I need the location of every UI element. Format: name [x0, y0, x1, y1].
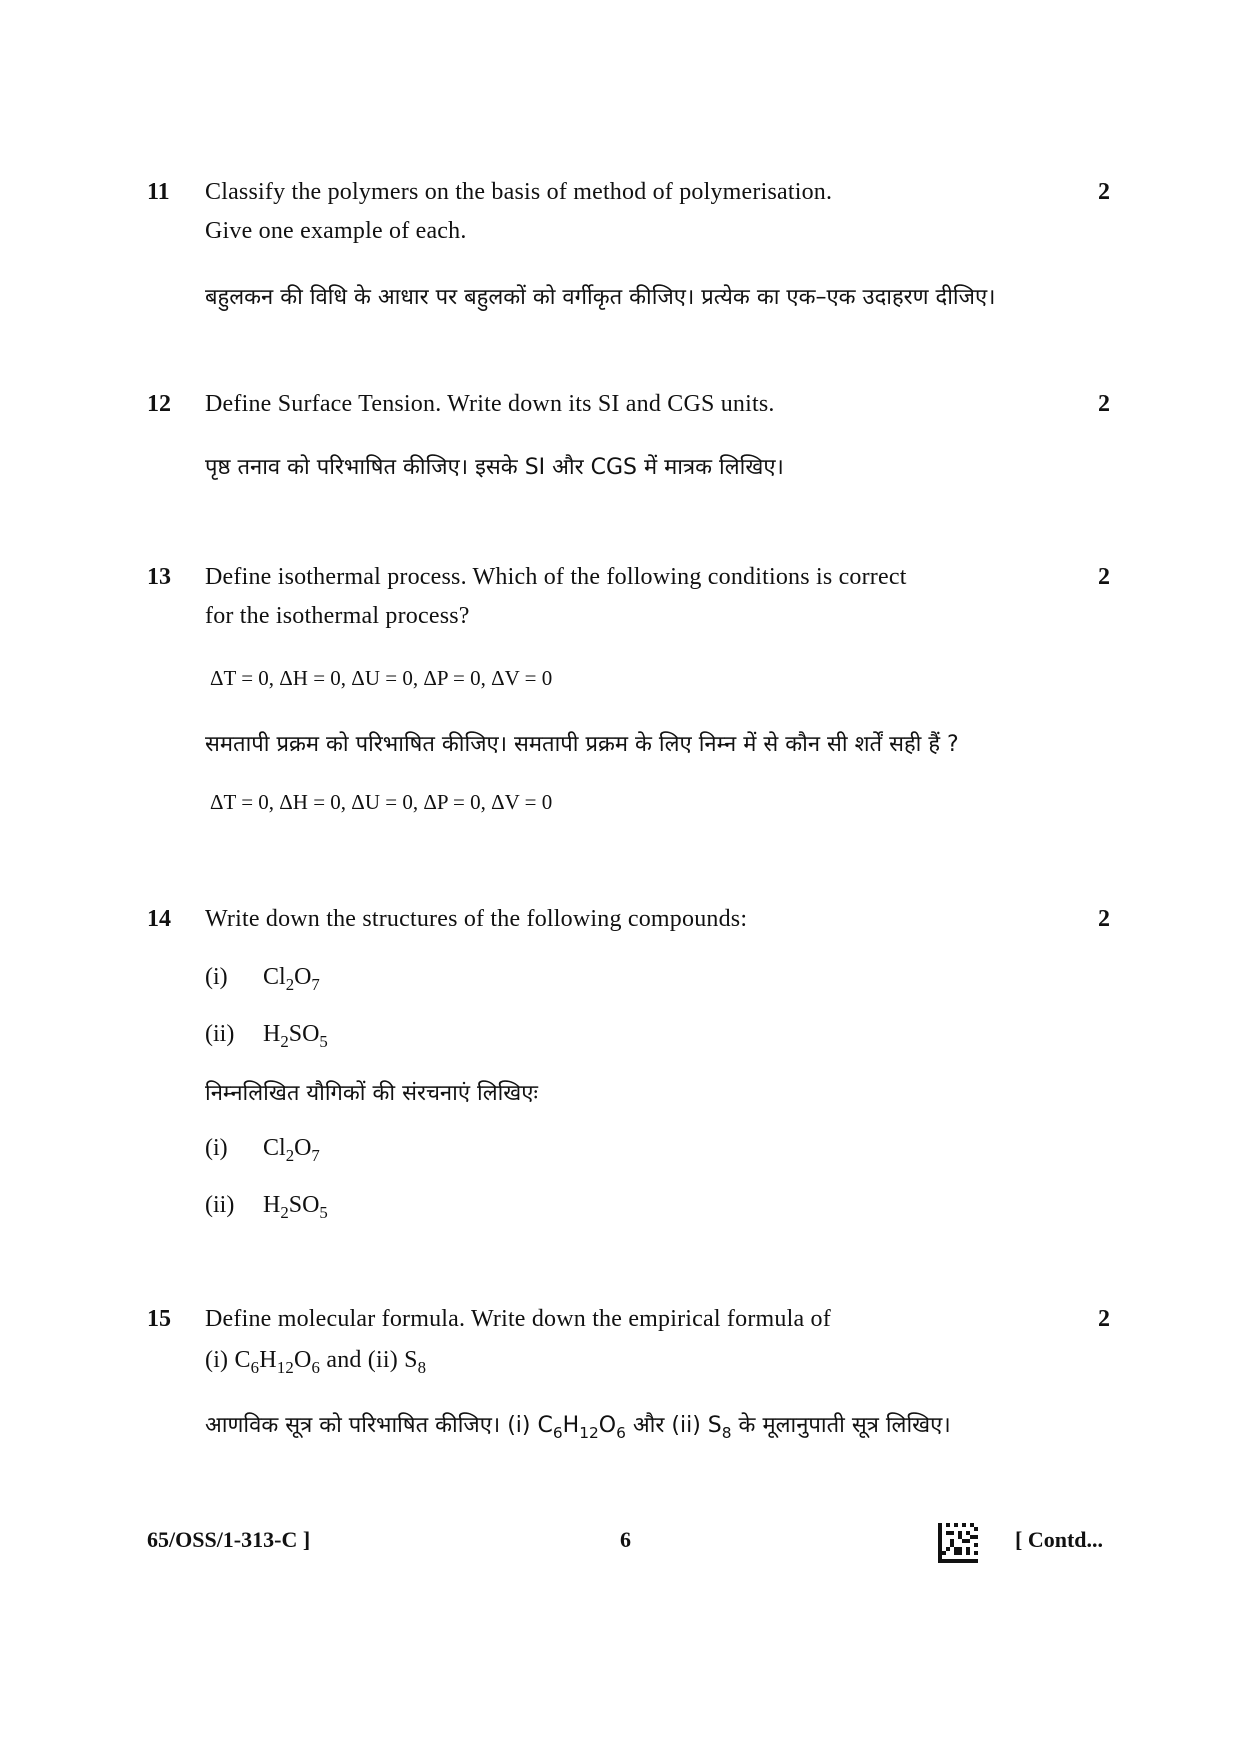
question-number: 12: [147, 391, 171, 417]
question-text-line-2: [205, 1347, 427, 1377]
text-part: के मूलानुपाती सूत्र लिखिए।: [731, 1413, 951, 1438]
question-text-line-1: Write down the structures of the following compounds:: [205, 906, 748, 932]
formula-part: H: [263, 1192, 281, 1218]
option-i: [205, 964, 320, 994]
text-part: H: [562, 1413, 580, 1438]
text-part: आणविक सूत्र को परिभाषित कीजिए। (i) C: [205, 1413, 553, 1438]
question-text-line-2: for the isothermal process?: [205, 603, 470, 629]
marks: 2: [1098, 391, 1110, 417]
question-text-line-2: Give one example of each.: [205, 218, 467, 244]
formula-subscript: 2: [280, 1203, 289, 1222]
question-text-hindi: समतापी प्रक्रम को परिभाषित कीजिए। समतापी प्रक्रम के लिए निम्न में से कौन सी शर्तें सही हैं ?: [205, 732, 959, 757]
question-text-line-1: Classify the polymers on the basis of method of polymerisation.: [205, 179, 833, 205]
qr-code-icon: [938, 1523, 978, 1563]
marks: 2: [1098, 179, 1110, 205]
question-number: 15: [147, 1306, 171, 1332]
option-i-hindi: [205, 1135, 320, 1165]
continued-label: [ Contd...: [1015, 1527, 1104, 1552]
formula-subscript: 5: [319, 1032, 328, 1051]
formula-subscript: 2: [280, 1032, 289, 1051]
marks: 2: [1098, 1306, 1110, 1332]
formula-subscript: 2: [285, 975, 295, 994]
marks: 2: [1098, 564, 1110, 590]
question-text-hindi: पृष्ठ तनाव को परिभाषित कीजिए। इसके SI और CGS में मात्रक लिखिए।: [205, 455, 784, 480]
formula-part: and (ii) S: [320, 1347, 418, 1373]
question-text-line-1: Define Surface Tension. Write down its SI and CGS units.: [205, 391, 775, 417]
question-text-line-1: Define isothermal process. Which of the following conditions is correct: [205, 564, 907, 590]
text-part: O: [598, 1413, 617, 1438]
formula-subscript: 8: [417, 1358, 427, 1377]
page-number: 6: [620, 1527, 631, 1552]
option-label: (i): [205, 964, 228, 990]
conditions-list: ΔT = 0, ΔH = 0, ΔU = 0, ΔP = 0, ΔV = 0: [210, 666, 553, 690]
formula-subscript: 12: [276, 1358, 294, 1377]
formula-subscript: 8: [721, 1424, 732, 1442]
formula-part: H: [259, 1347, 277, 1373]
formula-subscript: 2: [285, 1146, 295, 1165]
formula-subscript: 6: [250, 1358, 260, 1377]
formula-part: H: [263, 1021, 281, 1047]
formula-subscript: 7: [311, 975, 320, 994]
option-label: (ii): [205, 1021, 235, 1047]
question-number: 14: [147, 906, 171, 932]
formula-subscript: 7: [311, 1146, 320, 1165]
formula-part: SO: [288, 1192, 320, 1218]
formula-subscript: 6: [552, 1424, 563, 1442]
option-ii-hindi: [205, 1192, 328, 1222]
marks: 2: [1098, 906, 1110, 932]
formula-part: Cl: [263, 964, 286, 990]
option-label: (i): [205, 1135, 228, 1161]
formula-part: Cl: [263, 1135, 286, 1161]
formula-part: SO: [288, 1021, 320, 1047]
option-label: (ii): [205, 1192, 235, 1218]
formula-part: O: [294, 964, 312, 990]
formula-part: O: [294, 1135, 312, 1161]
formula-subscript: 6: [311, 1358, 321, 1377]
question-text-line-1: Define molecular formula. Write down the empirical formula of: [205, 1306, 831, 1332]
formula-subscript: 6: [616, 1424, 626, 1442]
formula-part: (i) C: [205, 1347, 251, 1373]
conditions-list-hindi: ΔT = 0, ΔH = 0, ΔU = 0, ΔP = 0, ΔV = 0: [210, 790, 553, 814]
text-part: और (ii) S: [625, 1413, 722, 1438]
question-number: 13: [147, 564, 171, 590]
question-text-hindi: निम्नलिखित यौगिकों की संरचनाएं लिखिएः: [205, 1081, 538, 1106]
question-number: 11: [147, 179, 170, 205]
option-ii: [205, 1021, 328, 1051]
question-text-hindi: [205, 1409, 951, 1442]
formula-subscript: 12: [579, 1424, 599, 1442]
question-text-hindi: बहुलकन की विधि के आधार पर बहुलकों को वर्गीकृत कीजिए। प्रत्येक का एक–एक उदाहरण दीजिए।: [205, 285, 996, 310]
formula-part: O: [294, 1347, 312, 1373]
formula-subscript: 5: [319, 1203, 328, 1222]
paper-code: 65/OSS/1-313-C ]: [147, 1527, 311, 1552]
